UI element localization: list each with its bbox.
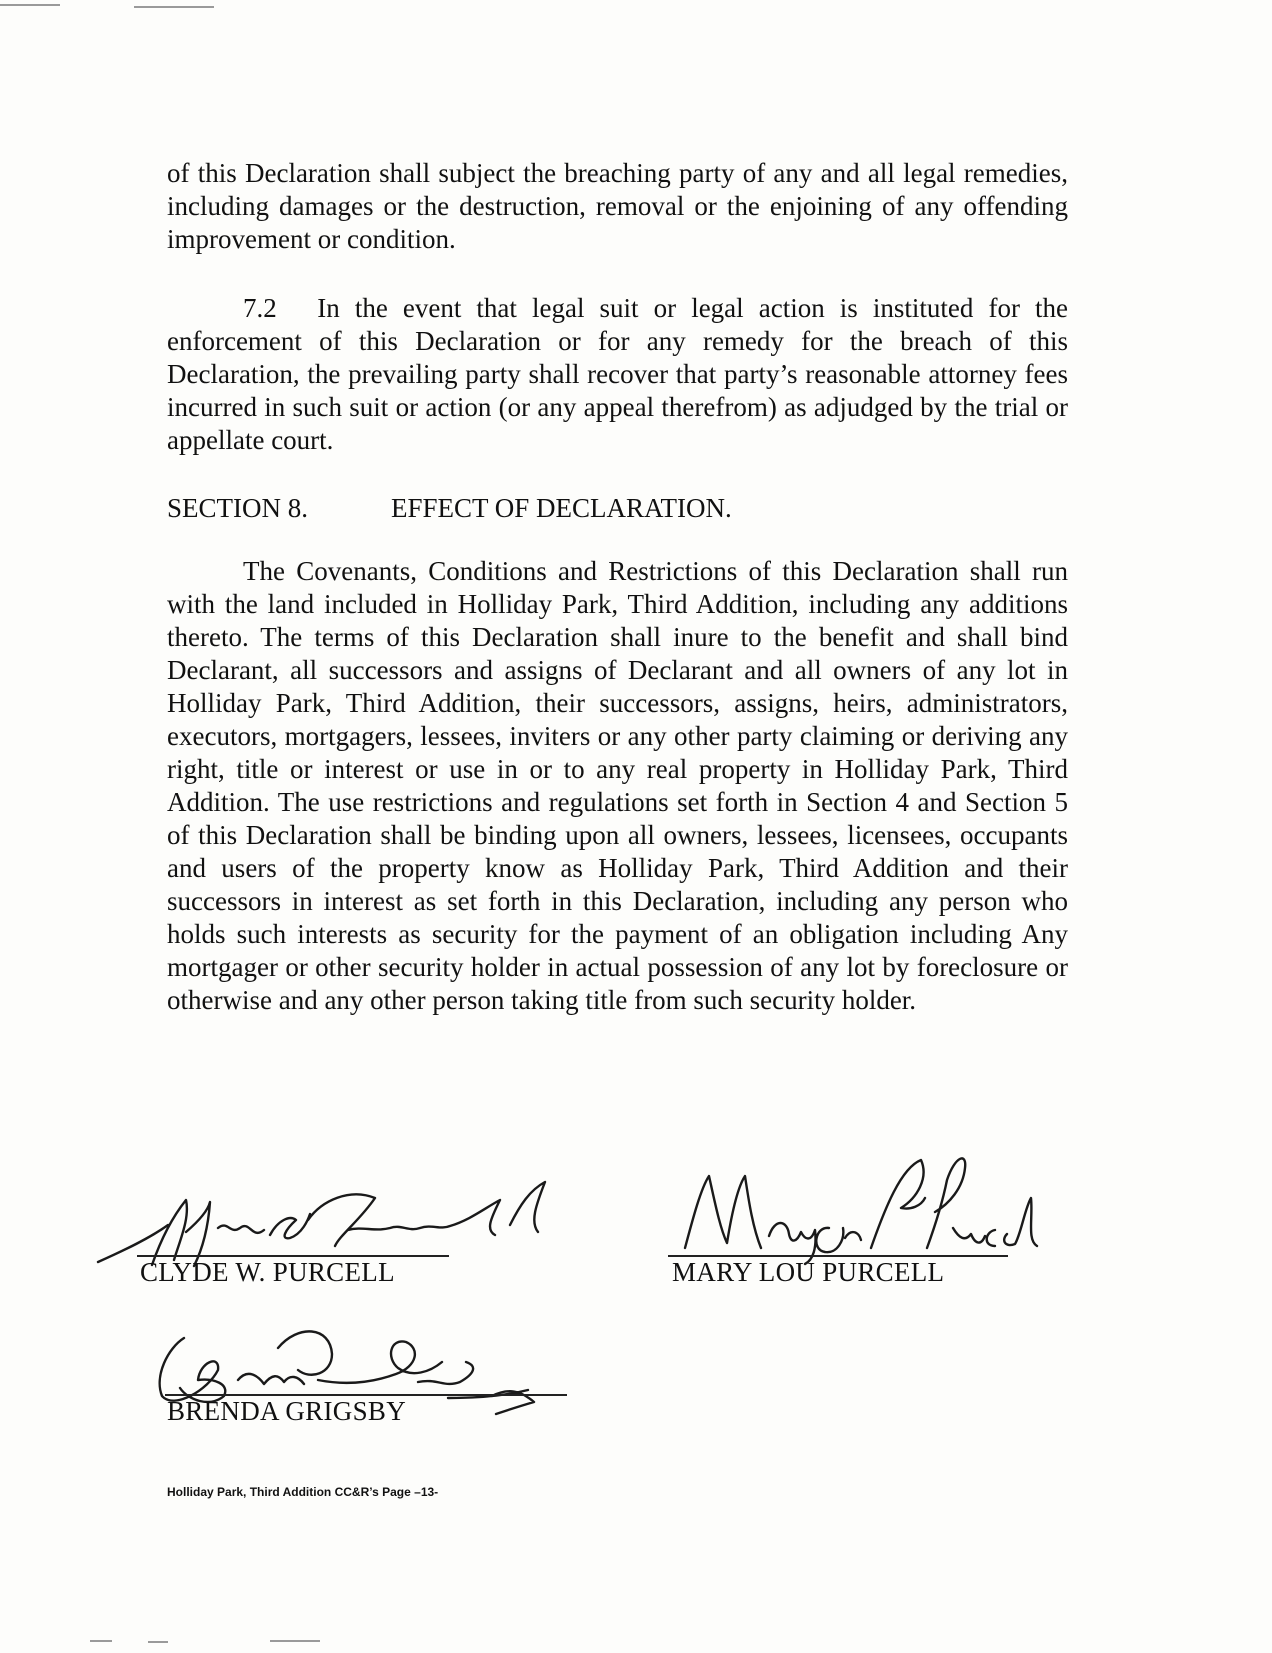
signatory-name-brenda: BRENDA GRIGSBY — [167, 1396, 406, 1426]
scan-mark — [134, 6, 214, 8]
section-title: EFFECT OF DECLARATION. — [391, 493, 732, 523]
page-footer: Holliday Park, Third Addition CC&R’s Page –13- — [167, 1485, 439, 1499]
paragraph-7-2: 7.2 In the event that legal suit or legal action is instituted for the enforcement of this Declaration or for any remedy for the breach of this Declaration, the prevailing party shall recover that party’s reasonable attorney fees incurred in such suit or action (or any appeal therefrom) as adjudged by the trial or appellate court. — [167, 293, 1068, 455]
signature-mary-lou — [665, 1148, 1045, 1268]
section-heading — [167, 492, 732, 525]
signatory-name-clyde: CLYDE W. PURCELL — [140, 1257, 395, 1287]
section-number: SECTION 8. — [167, 493, 308, 523]
paragraph-continuation: of this Declaration shall subject the breaching party of any and all legal remedies, including damages or the destruction, removal or the enjoining of any offending improvement or condition. — [167, 158, 1068, 254]
scan-mark — [90, 1640, 112, 1642]
paragraph-effect-of-declaration: The Covenants, Conditions and Restrictions of this Declaration shall run with the land included in Holliday Park, Third Addition, including any additions thereto. The terms of this Declaration shall inure to the benefit and shall bind Declarant, all successors and assigns of Declarant and all owners of any lot in Holliday Park, Third Addition, their successors, assigns, heirs, administrators, executors, mortgagers, lessees, inviters or any other party claiming or deriving any right, title or interest or use in or to any real property in Holliday Park, Third Addition. The use restrictions and regulations set forth in Section 4 and Section 5 of this Declaration shall be binding upon all owners, lessees, licensees, occupants and users of the property know as Holliday Park, Third Addition and their successors in interest as set forth in this Declaration, including any person who holds such interests as security for the payment of an obligation including Any mortgager or other security holder in actual possession of any lot by foreclosure or otherwise and any other person taking title from such security holder. — [167, 556, 1068, 1015]
scan-mark — [0, 4, 60, 6]
scan-mark — [270, 1640, 320, 1642]
scan-mark — [148, 1641, 168, 1643]
signatory-name-mary-lou: MARY LOU PURCELL — [672, 1257, 945, 1287]
